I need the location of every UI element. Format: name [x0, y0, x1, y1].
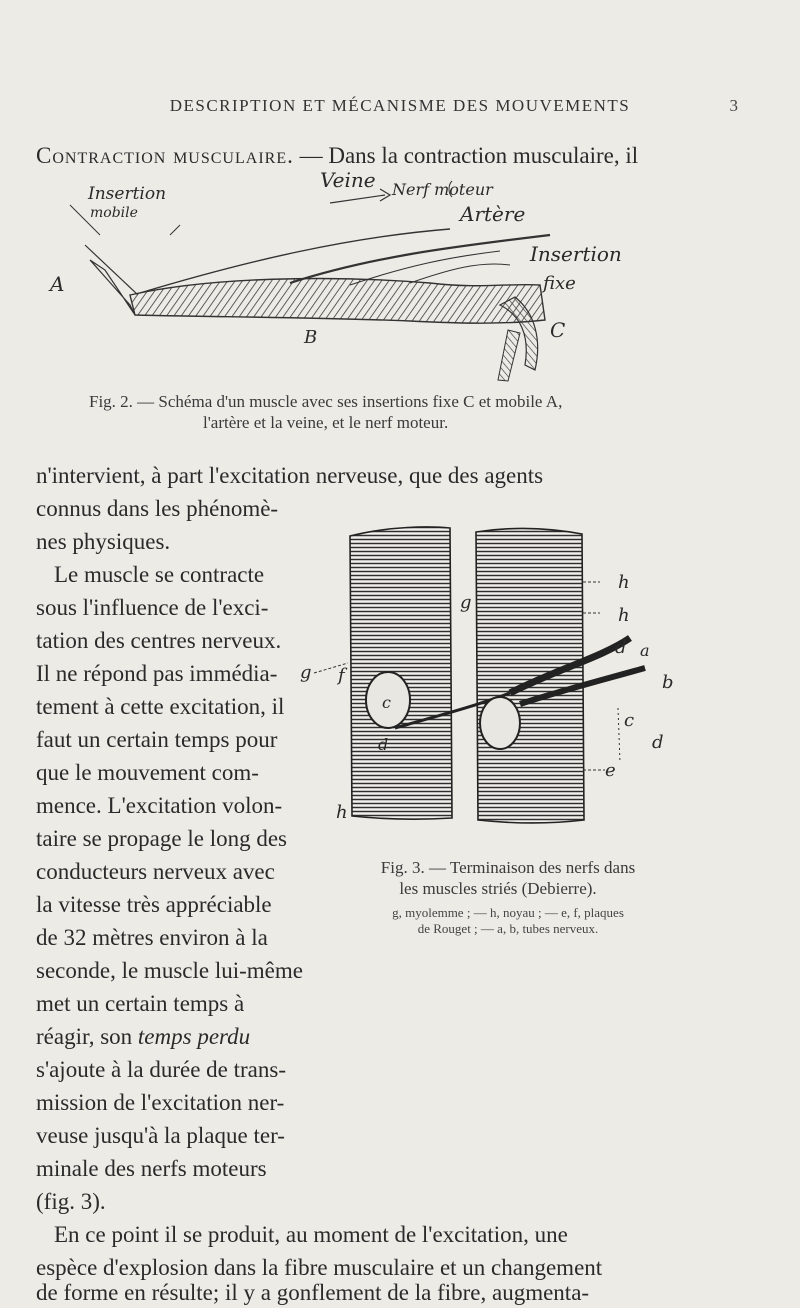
body-line-25: espèce d'explosion dans la fibre musculaire et un changement	[36, 1255, 603, 1280]
body-line-6: tation des centres nerveux.	[36, 628, 282, 653]
muscle-belly	[130, 279, 545, 324]
figure-2-muscle-schema	[30, 165, 690, 390]
body-line-5: sous l'influence de l'exci-	[36, 595, 269, 620]
fig3-label-g-mid: g	[460, 592, 472, 613]
label-insertion-fixe-1: Insertion	[530, 242, 622, 266]
mobile-tendon	[90, 260, 135, 315]
fig3-label-g-left: g	[300, 662, 312, 683]
intro-text: — Dans la contraction musculaire, il	[293, 143, 639, 168]
figure-3-nerve-terminations	[300, 518, 675, 843]
fig3-label-f-left: f	[338, 665, 345, 686]
body-line-7: Il ne répond pas immédia-	[36, 661, 278, 686]
figure-2-caption-line-1: Fig. 2. — Schéma d'un muscle avec ses insertions fixe C et mobile A,	[89, 392, 563, 411]
fig3-label-h-top: h	[618, 572, 630, 593]
body-line-24: En ce point il se produit, au moment de l'excitation, une	[54, 1222, 568, 1247]
body-line-18	[36, 1024, 250, 1050]
emphasis-temps-perdu: temps perdu	[137, 1024, 251, 1049]
body-line-19: s'ajoute à la durée de trans-	[36, 1057, 287, 1082]
figure-3-caption-line-2: les muscles striés (Debierre).	[399, 879, 597, 898]
body-line-2: connus dans les phénomè-	[36, 496, 279, 521]
body-line-21: veuse jusqu'à la plaque ter-	[36, 1123, 285, 1148]
body-line-4: Le muscle se contracte	[54, 562, 265, 587]
label-veine: Veine	[320, 168, 376, 192]
figure-3-legend-line-1: g, myolemme ; — h, noyau ; — e, f, plaques	[392, 905, 624, 920]
fig3-label-d-right: d	[615, 637, 627, 658]
fig3-label-a-right: a	[640, 641, 650, 660]
label-insertion-mobile-2: mobile	[90, 205, 138, 221]
fig3-label-b-right: b	[662, 672, 674, 693]
body-line-26: de forme en résulte; il y a gonflement de la fibre, augmenta-	[36, 1280, 590, 1305]
label-artere: Artère	[460, 202, 526, 226]
body-line-14: la vitesse très appréciable	[36, 892, 272, 917]
body-line-18-text: réagir, son	[36, 1024, 133, 1049]
body-line-9: faut un certain temps pour	[36, 727, 278, 752]
fig3-label-c-left: c	[382, 693, 391, 712]
page-number: 3	[729, 96, 738, 115]
fig3-label-d-mid: d	[378, 735, 389, 754]
figure-3-legend-line-2: de Rouget ; — a, b, tubes nerveux.	[417, 921, 599, 936]
body-line-3: nes physiques.	[36, 529, 171, 554]
rouget-plate-e	[480, 697, 520, 749]
artery-line	[290, 235, 550, 283]
section-title: Contraction musculaire.	[36, 143, 294, 168]
muscle-fibre-right	[476, 528, 584, 823]
body-line-8: tement à cette excitation, il	[36, 694, 285, 719]
label-c: C	[550, 318, 566, 342]
body-line-16: seconde, le muscle lui-même	[36, 958, 303, 983]
body-line-13: conducteurs nerveux avec	[36, 859, 275, 884]
figure-3-caption-line-1: Fig. 3. — Terminaison des nerfs dans	[380, 858, 636, 877]
figure-2-caption-line-2: l'artère et la veine, et le nerf moteur.	[203, 413, 449, 432]
fig3-label-h-bottom: h	[336, 802, 348, 823]
fig3-label-h-right: h	[618, 605, 630, 626]
body-line-15: de 32 mètres environ à la	[36, 925, 268, 950]
fig3-label-c-right: c	[624, 710, 635, 731]
body-line-12: taire se propage le long des	[36, 826, 287, 851]
fig3-label-e-right: e	[605, 760, 616, 781]
body-line-20: mission de l'excitation ner-	[36, 1090, 285, 1115]
muscle-fibre-left	[350, 527, 452, 819]
label-nerf-moteur: Nerf moteur	[392, 180, 493, 199]
running-header: DESCRIPTION ET MÉCANISME DES MOUVEMENTS	[169, 96, 631, 115]
body-line-23: (fig. 3).	[36, 1189, 106, 1214]
body-line-22: minale des nerfs moteurs	[36, 1156, 267, 1181]
body-line-1: n'intervient, à part l'excitation nerveuse, que des agents	[36, 463, 544, 488]
label-b: B	[304, 327, 318, 348]
label-a: A	[50, 272, 65, 296]
label-insertion-fixe-2: fixe	[543, 273, 576, 294]
body-line-10: que le mouvement com-	[36, 760, 259, 785]
body-line-17: met un certain temps à	[36, 991, 245, 1016]
body-line-11: mence. L'excitation volon-	[36, 793, 283, 818]
fig3-label-d-far: d	[652, 732, 664, 753]
label-insertion-mobile-1: Insertion	[88, 184, 167, 204]
